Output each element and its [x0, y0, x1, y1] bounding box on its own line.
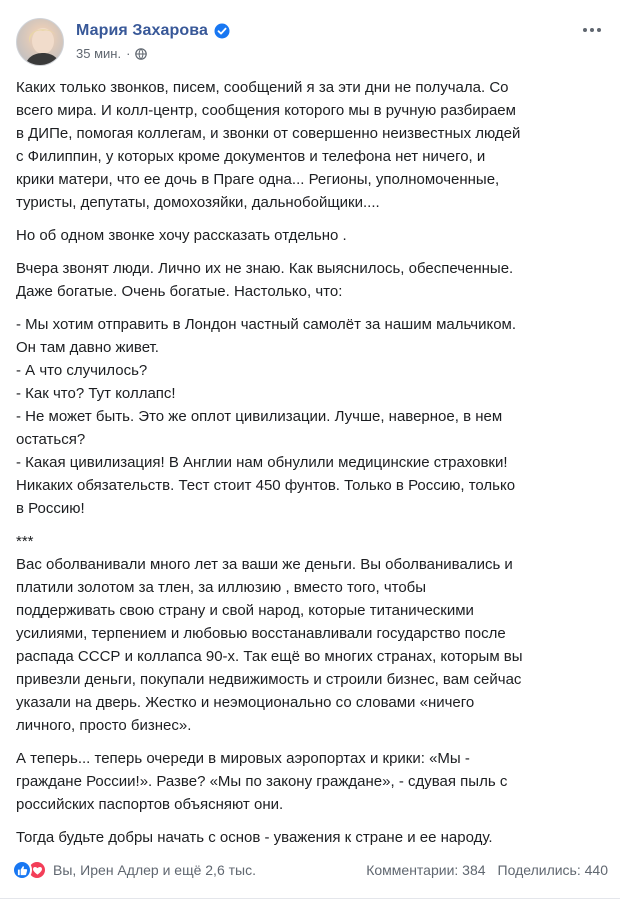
post-text-line: Каких только звонков, писем, сообщений я за эти дни не получала. Со: [16, 79, 509, 96]
post-footer: [12, 855, 608, 885]
post-paragraph: [16, 313, 610, 520]
post-text-line: с Филиппин, у которых кроме документов и телефона нет ничего, и: [16, 148, 486, 165]
post-text-line: усилиями, терпением и любовью восстанавливали государство после: [16, 625, 506, 642]
post-text-line: в Россию!: [16, 500, 85, 517]
post-text-line: - Не может быть. Это же оплот цивилизации. Лучше, наверное, в нем: [16, 408, 503, 425]
meta-separator: ·: [126, 46, 131, 61]
post-text-line: крики матери, что ее дочь в Праге одна... Регионы, уполномоченные,: [16, 171, 500, 188]
post-header: [12, 12, 608, 64]
author-avatar[interactable]: [16, 18, 64, 66]
post-text-line: Он там давно живет.: [16, 339, 159, 356]
post-text-line: платили золотом за тлен, за иллюзию , вместо того, чтобы: [16, 579, 427, 596]
avatar-photo: [17, 19, 64, 66]
globe-icon[interactable]: [135, 48, 147, 60]
post-text-line: - Мы хотим отправить в Лондон частный самолёт за нашим мальчиком.: [16, 316, 517, 333]
author-name[interactable]: Мария Захарова: [76, 22, 209, 39]
post-time[interactable]: 35 мин.: [76, 46, 122, 61]
bottom-divider: [0, 898, 620, 899]
post-text-line: ***: [16, 533, 34, 550]
like-reaction-icon: [12, 860, 32, 880]
post-text-line: указали на дверь. Жестко и неэмоционально со словами «ничего: [16, 694, 475, 711]
post-text-line: Но об одном звонке хочу рассказать отдельно .: [16, 227, 347, 244]
post-text-line: российских паспортов объясняют они.: [16, 796, 284, 813]
post-text-line: Вчера звонят люди. Лично их не знаю. Как выяснилось, обеспеченные.: [16, 260, 514, 277]
post-text-line: личного, просто бизнес».: [16, 717, 192, 734]
post-paragraph: [16, 530, 610, 737]
post-text-line: туристы, депутаты, домохозяйки, дальнобойщики....: [16, 194, 380, 211]
post-text-line: Никаких обязательств. Тест стоит 450 фунтов. Только в Россию, только: [16, 477, 516, 494]
post-text-line: Тогда будьте добры начать с основ - уважения к стране и ее народу.: [16, 829, 493, 846]
reaction-icons[interactable]: [12, 860, 47, 880]
post-body: [16, 76, 610, 859]
post-text-line: распада СССР и коллапса 90-х. Так ещё во многих странах, которым вы: [16, 648, 523, 665]
more-icon[interactable]: [580, 20, 604, 40]
post-text-line: - Как что? Тут коллапс!: [16, 385, 176, 402]
post-text-line: А теперь... теперь очереди в мировых аэропортах и крики: «Мы -: [16, 750, 470, 767]
shares-count[interactable]: Поделились: 440: [497, 862, 608, 878]
post-text-line: привезли деньги, покупали недвижимость и строили бизнес, вам сейчас: [16, 671, 522, 688]
post-paragraph: [16, 224, 610, 247]
verified-badge-icon: [214, 23, 230, 39]
post-meta: [76, 46, 147, 61]
post-text-line: - Какая цивилизация! В Англии нам обнулили медицинские страховки!: [16, 454, 508, 471]
post-paragraph: [16, 76, 610, 214]
post-paragraph: [16, 826, 610, 849]
post-text-line: - А что случилось?: [16, 362, 148, 379]
post-paragraph: [16, 747, 610, 816]
post-text-line: Даже богатые. Очень богатые. Настолько, что:: [16, 283, 343, 300]
reactions-count[interactable]: Вы, Ирен Адлер и ещё 2,6 тыс.: [53, 862, 256, 878]
author-line: [76, 22, 230, 40]
post-text-line: граждане России!». Разве? «Мы по закону граждане», - сдувая пыль с: [16, 773, 508, 790]
post-text-line: всего мира. И колл-центр, сообщения которого мы в ручную разбираем: [16, 102, 516, 119]
post-text-line: Вас оболванивали много лет за ваши же деньги. Вы оболванивались и: [16, 556, 513, 573]
post-text-line: в ДИПе, помогая коллегам, и звонки от совершенно неизвестных людей: [16, 125, 521, 142]
comments-count[interactable]: Комментарии: 384: [366, 862, 486, 878]
post-text-line: поддерживать свою страну и свой народ, которые титаническими: [16, 602, 474, 619]
post-text-line: остаться?: [16, 431, 86, 448]
post-paragraph: [16, 257, 610, 303]
footer-stats: [366, 862, 608, 878]
